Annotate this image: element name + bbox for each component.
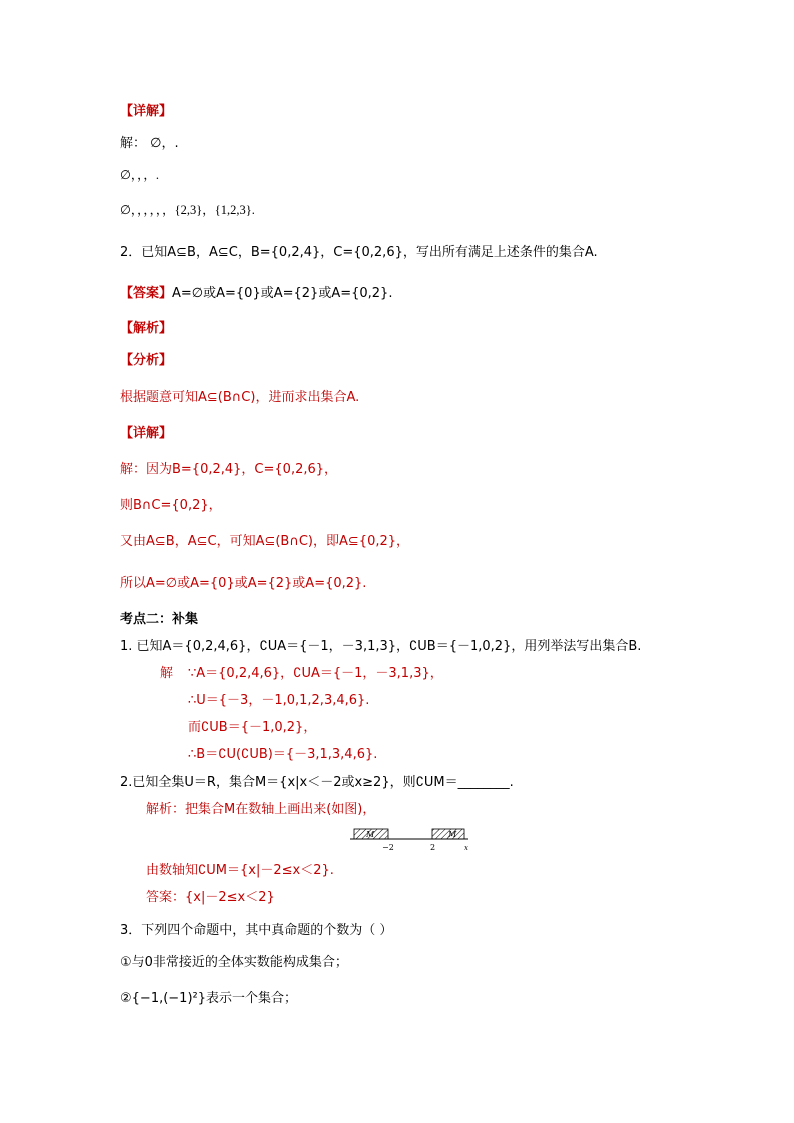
solution-line-3: ∅，，，，，，{2,3}，{1,2,3}. [120, 203, 255, 217]
problem-3-item-1: ①与0非常接近的全体实数能构成集合； [120, 955, 348, 970]
complement-s1-label: 解 [160, 666, 174, 681]
solution-line-2: ∅，，，. [120, 168, 160, 182]
complement-q2: 2.已知全集U＝R，集合M＝{x|x＜－2或x≥2}，则∁UM＝________. [120, 775, 514, 790]
complement-s1: ∵A＝{0,2,4,6}，∁UA＝{－1，－3,1,3}， [188, 666, 443, 681]
problem-3-item-2: ②{−1,(−1)²}表示一个集合； [120, 991, 298, 1006]
tick-label-right: 2 [430, 843, 436, 852]
complement-q2-answer: 答案：{x|－2≤x＜2} [146, 890, 275, 905]
answer-tag: 【答案】 [120, 286, 173, 301]
detail-heading: 【详解】 [120, 104, 173, 119]
complement-q2-analysis: 解析：把集合M在数轴上画出来(如图)， [146, 802, 376, 817]
complement-s3: 而∁UB＝{－1,0,2}， [188, 720, 317, 735]
detail-line-1: 解：因为B={0,2,4}，C={0,2,6}， [120, 462, 338, 477]
section-heading: 考点二：补集 [120, 612, 199, 627]
detail-line-3: 又由A⊆B，A⊆C，可知A⊆(B∩C)，即A⊆{0,2}， [120, 534, 410, 549]
solution-line-1: 解： ∅，. [120, 136, 179, 151]
problem-3-question: 3．下列四个命题中，其中真命题的个数为（ ） [120, 923, 393, 938]
region-label-right: M [448, 830, 457, 839]
complement-s2: ∴U＝{－3，－1,0,1,2,3,4,6}. [188, 693, 370, 708]
detail-tag: 【详解】 [120, 426, 173, 441]
fenxi-text: 根据题意可知A⊆(B∩C)，进而求出集合A. [120, 390, 360, 405]
complement-q1: 1. 已知A＝{0,2,4,6}，∁UA＝{－1，－3,1,3}，∁UB＝{－1,0,2}，用列举法写出集合B. [120, 639, 642, 654]
number-line-figure [348, 824, 474, 854]
detail-line-2: 则B∩C={0,2}， [120, 498, 222, 513]
region-label-left: M [366, 830, 375, 839]
axis-label: x [464, 844, 468, 852]
detail-line-4: 所以A=∅或A={0}或A={2}或A={0,2}. [120, 576, 367, 591]
complement-q2-conclusion: 由数轴知∁UM＝{x|－2≤x＜2}. [146, 863, 334, 878]
analysis-tag: 【解析】 [120, 321, 173, 336]
problem-2-answer-line [120, 285, 392, 303]
problem-2-question: 2．已知A⊆B，A⊆C，B={0,2,4}，C={0,2,6}，写出所有满足上述条件的集合A. [120, 245, 598, 260]
fenxi-tag: 【分析】 [120, 353, 173, 368]
complement-s4: ∴B＝∁U(∁UB)＝{－3,1,3,4,6}. [188, 747, 378, 762]
tick-label-left: −2 [382, 843, 394, 852]
answer-text: A=∅或A={0}或A={2}或A={0,2}. [172, 286, 393, 301]
